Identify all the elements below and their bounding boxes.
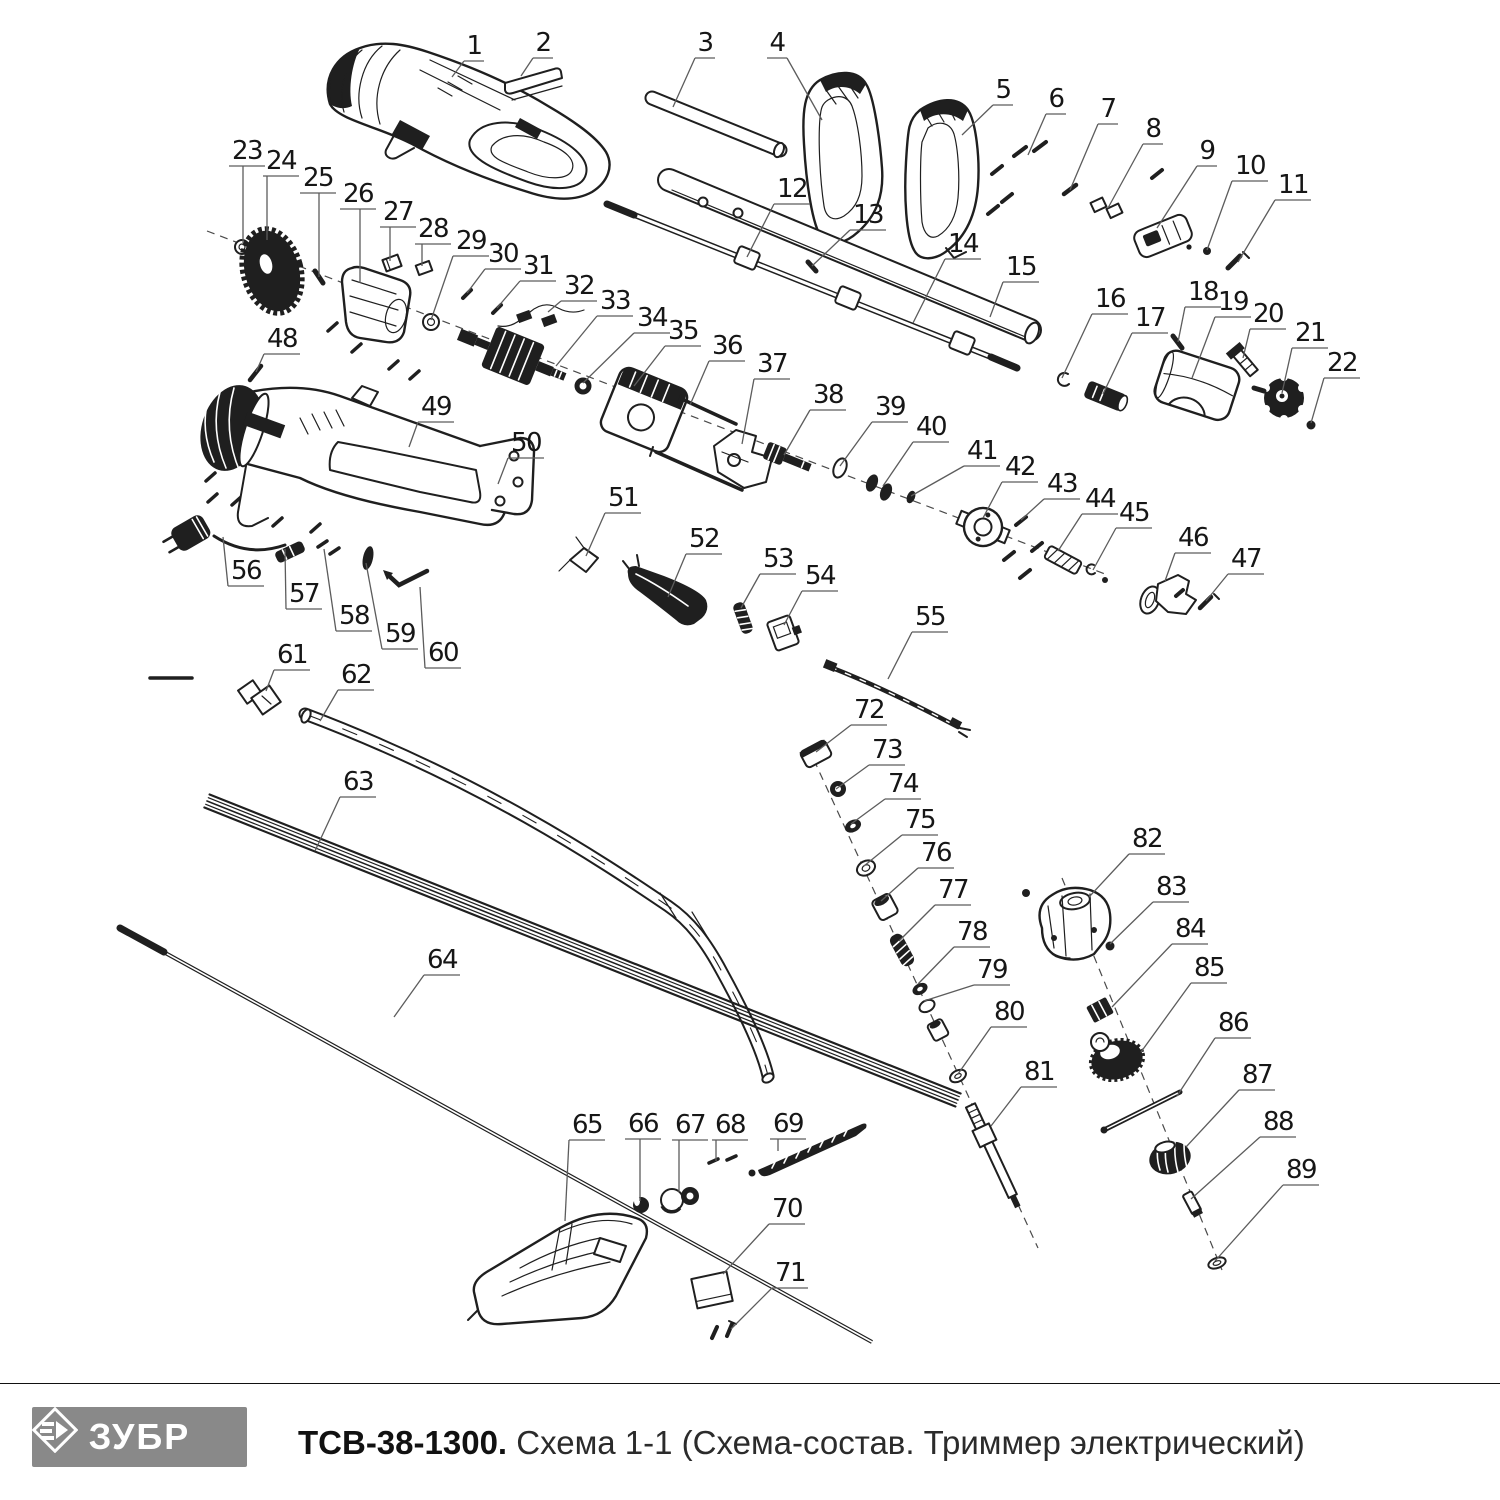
zubr-logo-icon (32, 1407, 78, 1453)
svg-text:62: 62 (340, 660, 372, 690)
callout-53 (741, 544, 796, 608)
svg-text:57: 57 (288, 579, 320, 609)
svg-text:82: 82 (1131, 824, 1163, 854)
callout-63 (315, 767, 376, 851)
svg-text:4: 4 (769, 28, 785, 58)
callout-4 (767, 28, 822, 120)
callout-80 (958, 997, 1027, 1074)
part-69-blade (749, 1124, 867, 1177)
svg-text:27: 27 (382, 197, 414, 227)
svg-text:46: 46 (1177, 523, 1209, 553)
svg-text:81: 81 (1023, 1057, 1055, 1087)
part-87-spool-knob (1146, 1137, 1195, 1179)
svg-text:25: 25 (302, 163, 334, 193)
svg-text:78: 78 (956, 917, 988, 947)
part-57-cord-sleeve (274, 540, 306, 564)
zubr-logo (32, 1407, 247, 1467)
svg-text:44: 44 (1084, 484, 1116, 514)
svg-text:54: 54 (804, 561, 836, 591)
part-59-spring-pin (361, 545, 376, 571)
svg-text:70: 70 (771, 1194, 803, 1224)
schema-title (298, 1424, 1305, 1462)
callout-82 (1089, 824, 1165, 897)
part-61-connector (238, 680, 281, 714)
callout-46 (1165, 523, 1211, 581)
callout-88 (1191, 1107, 1296, 1199)
zubr-logo-text: ЗУБР (88, 1416, 191, 1457)
svg-text:88: 88 (1262, 1107, 1294, 1137)
callout-28 (415, 214, 451, 266)
svg-text:63: 63 (342, 767, 374, 797)
part-74-washer (843, 817, 864, 836)
callout-16 (1062, 284, 1128, 378)
svg-text:39: 39 (874, 392, 906, 422)
part-58-pins (318, 541, 339, 554)
callout-8 (1108, 114, 1163, 208)
svg-text:75: 75 (904, 805, 936, 835)
callout-32 (548, 271, 597, 312)
svg-text:60: 60 (427, 638, 459, 668)
callout-2 (521, 28, 553, 76)
svg-text:45: 45 (1118, 498, 1150, 528)
callout-85 (1141, 953, 1227, 1052)
svg-text:85: 85 (1193, 953, 1225, 983)
svg-text:33: 33 (599, 286, 631, 316)
svg-text:77: 77 (937, 875, 969, 905)
part-63-liner-strip (204, 795, 960, 1107)
part-53-spring (732, 601, 754, 635)
part-83-screw-dot (1106, 942, 1115, 951)
svg-text:73: 73 (871, 735, 903, 765)
part-88-pin (1182, 1191, 1203, 1218)
svg-text:17: 17 (1134, 303, 1166, 333)
callout-68 (712, 1110, 748, 1161)
svg-text:11: 11 (1277, 170, 1309, 200)
schema-title-model: ТСВ-38-1300. (298, 1424, 508, 1461)
svg-text:37: 37 (756, 349, 788, 379)
callout-41 (911, 436, 1000, 496)
screws-30-31 (463, 290, 501, 313)
svg-text:55: 55 (914, 602, 946, 632)
svg-text:29: 29 (455, 226, 487, 256)
part-50-motor-housing-bottom (190, 377, 534, 526)
part-26-fan-cover (342, 267, 410, 342)
svg-text:65: 65 (571, 1110, 603, 1140)
part-84-block (1086, 997, 1114, 1023)
svg-text:86: 86 (1217, 1008, 1249, 1038)
svg-text:84: 84 (1174, 914, 1206, 944)
svg-text:49: 49 (420, 392, 452, 422)
svg-text:6: 6 (1048, 84, 1064, 114)
part-62-boom-tube (299, 708, 775, 1084)
svg-text:3: 3 (697, 28, 713, 58)
svg-text:71: 71 (774, 1258, 806, 1288)
svg-text:79: 79 (976, 955, 1008, 985)
part-29-bearing-ring (423, 314, 439, 330)
svg-text:56: 56 (230, 556, 262, 586)
part-81-output-shaft (962, 1102, 1026, 1211)
part-80-washer (948, 1067, 968, 1085)
svg-text:20: 20 (1252, 299, 1284, 329)
callout-64 (394, 945, 460, 1017)
part-32-brushes (498, 305, 584, 327)
part-27-brush-holder (382, 255, 401, 272)
part-33-armature (451, 314, 573, 398)
part-43-screws (1004, 517, 1042, 578)
part-54-switch-element (767, 613, 805, 651)
part-82-spool-housing (1022, 888, 1110, 960)
callout-18 (1178, 277, 1221, 342)
part-75-ring (854, 857, 877, 878)
svg-text:31: 31 (522, 251, 554, 281)
part-52-lever (623, 555, 707, 625)
svg-text:21: 21 (1294, 318, 1326, 348)
part-55-cable (823, 659, 970, 737)
part-44-spacer (1044, 545, 1082, 574)
callout-6 (1028, 84, 1066, 155)
svg-text:2: 2 (535, 28, 551, 58)
callout-24 (263, 146, 299, 240)
svg-text:9: 9 (1199, 136, 1215, 166)
part-71-screws (712, 1321, 736, 1338)
callout-9 (1157, 136, 1217, 228)
part-78-washer (910, 980, 929, 997)
part-60-bent-rod (383, 570, 427, 585)
svg-text:58: 58 (338, 601, 370, 631)
callout-55 (888, 602, 948, 679)
svg-text:64: 64 (426, 945, 458, 975)
part-85-spool-with-spring (1086, 1033, 1149, 1086)
svg-text:41: 41 (966, 436, 998, 466)
svg-text:18: 18 (1187, 277, 1219, 307)
svg-text:42: 42 (1004, 452, 1036, 482)
svg-text:89: 89 (1285, 1155, 1317, 1185)
part-19-clamp (1152, 348, 1243, 423)
callout-40 (883, 412, 949, 486)
svg-text:68: 68 (714, 1110, 746, 1140)
svg-text:14: 14 (947, 229, 979, 259)
part-38-pinion-shaft (762, 441, 813, 476)
svg-text:74: 74 (887, 769, 919, 799)
svg-text:22: 22 (1326, 348, 1358, 378)
callout-47 (1206, 544, 1264, 601)
part-35-stator (598, 365, 690, 455)
svg-text:80: 80 (993, 997, 1025, 1027)
callout-79 (924, 955, 1010, 1001)
svg-text:19: 19 (1217, 287, 1249, 317)
svg-text:72: 72 (853, 695, 885, 725)
part-21-star-knob (1254, 373, 1306, 423)
svg-text:38: 38 (812, 380, 844, 410)
callout-11 (1238, 170, 1311, 262)
svg-text:26: 26 (342, 179, 374, 209)
svg-text:69: 69 (772, 1109, 804, 1139)
part-67-coupler (661, 1187, 699, 1212)
svg-text:59: 59 (384, 619, 416, 649)
svg-text:36: 36 (711, 331, 743, 361)
callout-66 (625, 1109, 661, 1201)
callout-86 (1177, 1008, 1251, 1096)
part-70-plate (691, 1272, 732, 1309)
callout-69 (770, 1109, 806, 1151)
part-3-short-tube (652, 98, 786, 159)
svg-text:40: 40 (915, 412, 947, 442)
callout-65 (565, 1110, 605, 1221)
svg-text:66: 66 (627, 1109, 659, 1139)
callout-67 (672, 1110, 708, 1192)
callout-89 (1215, 1155, 1319, 1261)
callout-61 (266, 640, 310, 691)
schema-title-description: Схема 1-1 (Схема-состав. Триммер электрический) (507, 1424, 1305, 1461)
svg-text:87: 87 (1241, 1060, 1273, 1090)
callout-27 (380, 197, 416, 261)
part-46-bracket (1137, 575, 1196, 616)
callout-37 (742, 349, 790, 444)
part-24-gear (233, 222, 311, 320)
footer-separator (0, 1383, 1500, 1384)
part-17-cylinder (1083, 380, 1130, 413)
part-68-pins (709, 1156, 736, 1163)
callout-36 (690, 331, 745, 405)
callout-3 (673, 28, 715, 107)
svg-text:8: 8 (1145, 114, 1161, 144)
svg-text:16: 16 (1094, 284, 1126, 314)
part-18-screw (1173, 336, 1182, 348)
callout-51 (586, 483, 641, 556)
part-65-guard (468, 1214, 647, 1324)
svg-text:52: 52 (688, 524, 720, 554)
callout-60 (420, 587, 461, 668)
svg-text:48: 48 (266, 324, 298, 354)
callout-22 (1311, 348, 1360, 423)
callout-23 (229, 136, 265, 243)
callout-62 (320, 660, 374, 721)
svg-text:67: 67 (674, 1110, 706, 1140)
svg-text:50: 50 (510, 428, 542, 458)
svg-text:76: 76 (920, 838, 952, 868)
svg-text:15: 15 (1005, 252, 1037, 282)
svg-text:7: 7 (1100, 94, 1116, 124)
callout-87 (1186, 1060, 1275, 1147)
part-89-washer (1207, 1255, 1227, 1271)
svg-text:28: 28 (417, 214, 449, 244)
svg-text:83: 83 (1155, 872, 1187, 902)
svg-text:34: 34 (636, 303, 668, 333)
part-86-rod (1101, 1092, 1181, 1134)
svg-text:30: 30 (487, 239, 519, 269)
callout-81 (991, 1057, 1057, 1126)
svg-text:24: 24 (265, 146, 297, 176)
svg-text:1: 1 (466, 31, 482, 61)
svg-text:53: 53 (762, 544, 794, 574)
part-34-bearing (575, 378, 592, 395)
part-45-clip (1087, 564, 1108, 583)
svg-text:12: 12 (776, 174, 808, 204)
svg-text:47: 47 (1230, 544, 1262, 574)
callout-7 (1070, 94, 1118, 190)
svg-text:32: 32 (563, 271, 595, 301)
part-8-brush-caps (1090, 198, 1122, 219)
part-28-brush-holder (416, 261, 433, 275)
callout-39 (840, 392, 908, 466)
callout-20 (1243, 299, 1286, 358)
svg-text:5: 5 (995, 75, 1011, 105)
callout-25 (300, 163, 336, 277)
svg-text:10: 10 (1234, 151, 1266, 181)
part-1-motor-housing-top (328, 44, 610, 199)
svg-text:43: 43 (1046, 469, 1078, 499)
svg-text:61: 61 (276, 640, 308, 670)
svg-text:35: 35 (667, 316, 699, 346)
part-42-flange (952, 500, 1014, 555)
part-66-fitting (633, 1196, 649, 1213)
svg-text:13: 13 (852, 200, 884, 230)
callout-38 (784, 380, 846, 455)
svg-text:51: 51 (607, 483, 639, 513)
svg-text:23: 23 (231, 136, 263, 166)
